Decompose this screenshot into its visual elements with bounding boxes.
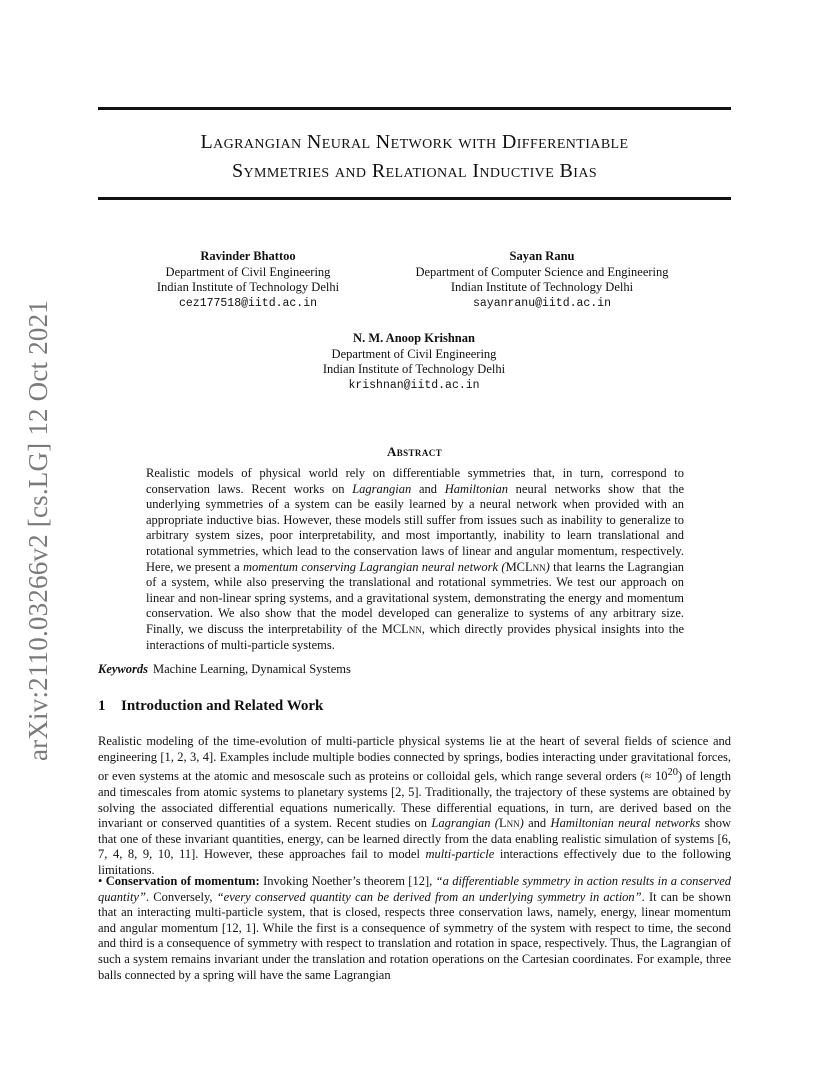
abstract-text-run: and [411,481,445,496]
abstract-italic-run: Hamiltonian [444,481,508,496]
section-heading [98,698,731,715]
paragraph-text-run: . It can be shown that an interacting multi-particle system, that is closed, respects three conservation laws, namely, energy, linear momentum and angular momentum [12, 1]. While the first is a consequence of symmetry of the system with respect to time, the second and third is a consequence of symmetry with respect to translation and rotation in space, respectively. Thus, the Lagrangian of such a system remains invariant under the translation and rotation operations on the Cartesian coordinates. For example, three balls connected by a spring will have the same Lagrangian [98,889,732,982]
paragraph-italic-quote: “a differentiable symmetry in action results in a conserved quantity” [98,874,731,904]
paragraph-text-run: . Conversely, [145,889,217,904]
paragraph-acronym: Lnn [498,816,520,831]
bullet-glyph: • [98,874,103,888]
abstract-text-run: Realistic models of physical world rely on differentiable symmetries that, in turn, correspond to conservation laws. Recent works on [146,466,684,496]
author-institute: Indian Institute of Technology Delhi [156,280,340,294]
superscript-exponent: 20 [667,767,678,779]
paragraph-text-run: Realistic modeling of the time-evolution of multi-particle physical systems lie at the heart of several fields of science and engineering [1, 2, 3, 4]. Examples include multiple bodies connected by springs, bodies interacting under gravitational forces, or even systems at the atomic and mesoscale such as proteins or colloidal gels, which range several orders (≈ 10 [98,734,731,784]
arxiv-identifier-text: arXiv:2110.03266v2 [cs.LG] 12 Oct 2021 [23,299,54,761]
intro-paragraph-1 [98,734,731,879]
section-title: Introduction and Related Work [121,698,324,714]
keywords-value: Machine Learning, Dynamical Systems [153,662,351,676]
abstract-text-run: , which directly provides physical insights into the interactions of multi-particle systems. [146,621,685,652]
abstract-text-run: that learns the Lagrangian of a system, while also preserving the translational and rotational symmetries. We test our approach on linear and non-linear spring systems, and a gravitational system, demonstrating the energy and momentum conservation. We also show that the model developed can generalize to systems of any arbitrary size. Finally, we discuss the interpretability of the [146,559,684,636]
author-email: krishnan@iitd.ac.in [348,378,480,392]
intro-paragraph-2 [98,874,731,983]
paragraph-text-run: Invoking Noether’s theorem [12], [259,874,436,888]
paragraph-italic-quote: “every conserved quantity can be derived from an underlying symmetry in action” [216,889,642,904]
paragraph-text-run: ) of length and timescales from atomic systems to planetary systems [2, 5]. Traditionally, the trajectory of these systems are obtained by solving the associated differential equations numerically. These differential equations, in turn, are derived based on the invariant or conserved quantities of a system. Recent studies on [98,769,731,831]
paper-title [98,128,731,186]
author-block-1 [148,249,348,311]
paragraph-text-run: and [523,816,551,831]
abstract-acronym: MCLnn [505,559,546,574]
paragraph-bold-label: Conservation of momentum: [105,874,260,888]
abstract-italic-run: ) [545,559,550,574]
author-name: Ravinder Bhattoo [200,249,296,263]
abstract-heading: Abstract [386,444,443,459]
title-top-rule [98,107,731,110]
author-department: Department of Civil Engineering [165,264,331,279]
paragraph-text-run: interactions effectively due to the following limitations. [98,847,731,877]
paragraph-italic-run: multi-particle [425,847,495,862]
author-block-3 [300,331,528,393]
abstract-italic-run: momentum conserving Lagrangian neural network ( [243,559,506,574]
paper-title-line-2: Symmetries and Relational Inductive Bias [231,160,598,182]
paragraph-text-run: show that one of these invariant quantities, energy, can be learned directly from the data enabling realistic simulation of systems [6, 7, 4, 8, 9, 10, 11]. However, these approaches fail to model [98,816,731,862]
author-name: Sayan Ranu [509,249,575,263]
keywords-label: Keywords [98,662,148,676]
arxiv-identifier-stamp [14,300,64,760]
abstract-text [146,466,684,653]
title-bottom-rule [98,197,731,200]
paragraph-italic-run: ) [519,816,524,831]
abstract-text-run: neural networks show that the underlying symmetries of a system can be easily learned by a neural network when provided with an appropriate inductive bias. However, these models still suffer from issues such as inability to generalize to arbitrary system sizes, poor interpretability, and most importantly, inability to learn translational and rotational symmetries, which lead to the conservation laws of linear and angular momentum, respectively. Here, we present a [146,481,684,574]
paragraph-italic-run: Hamiltonian neural networks [550,816,701,831]
abstract-italic-run: Lagrangian [352,481,412,496]
author-department: Department of Civil Engineering [331,346,497,361]
paper-title-line-1: Lagrangian Neural Network with Differentiable [200,131,629,153]
author-name: N. M. Anoop Krishnan [353,331,475,345]
author-block-2 [400,249,684,311]
author-institute: Indian Institute of Technology Delhi [322,362,506,376]
author-department: Department of Computer Science and Engineering [415,264,669,279]
section-number: 1 [98,698,106,714]
author-email: cez177518@iitd.ac.in [178,296,318,310]
paragraph-italic-run: Lagrangian ( [431,816,499,831]
author-email: sayanranu@iitd.ac.in [472,296,612,310]
abstract-acronym: MCLnn [381,621,422,636]
author-institute: Indian Institute of Technology Delhi [450,280,634,294]
keywords-line [98,661,731,677]
